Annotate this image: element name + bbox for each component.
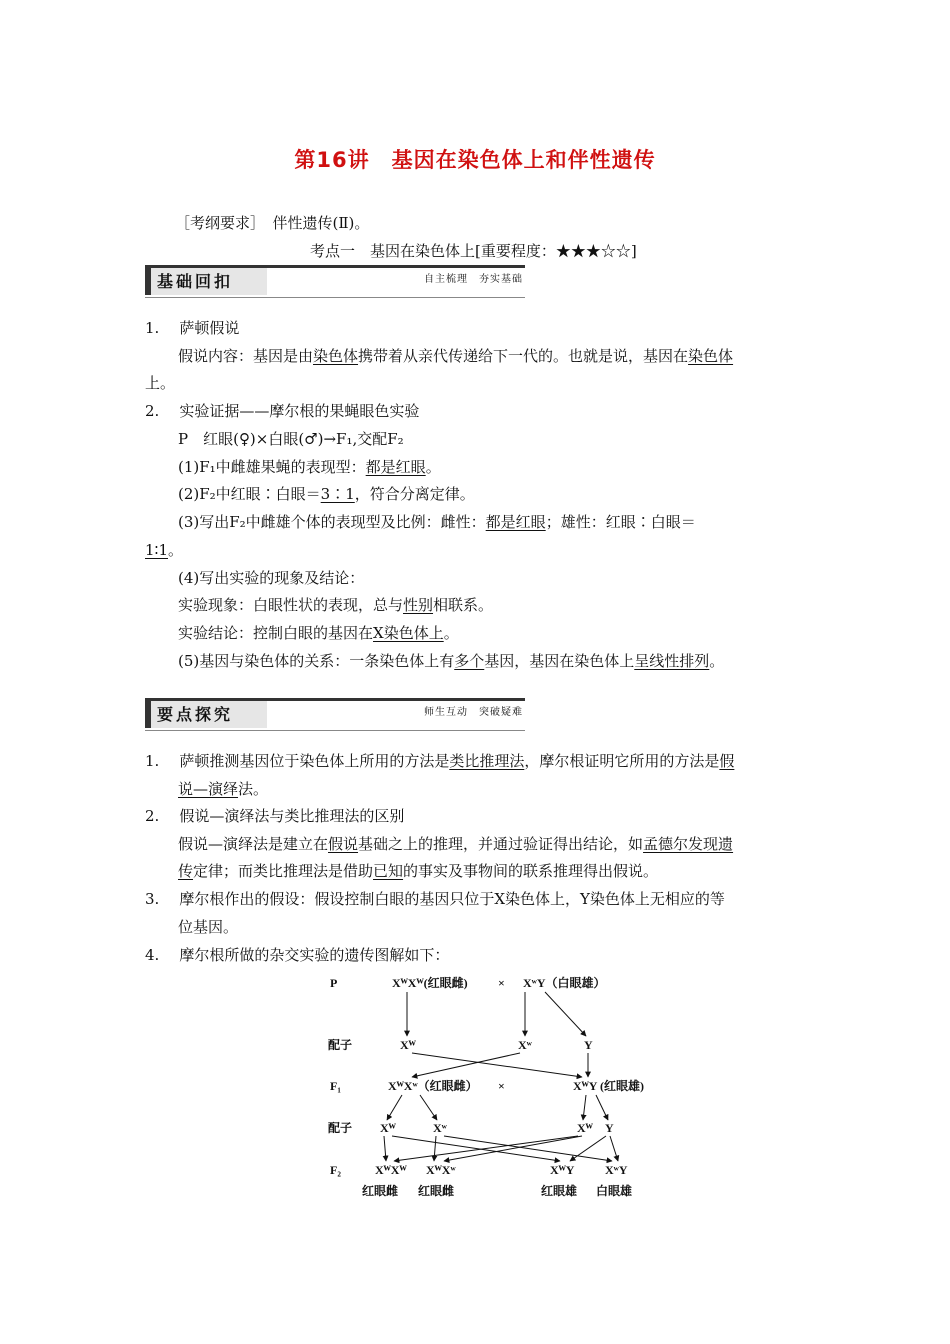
arrow-f1f-to-XW bbox=[387, 1095, 402, 1120]
hypothesis-content: 假说内容：基因是由染色体携带着从亲代传递给下一代的。也就是说，基因在染色体 bbox=[178, 347, 734, 365]
question-3-cont: 1∶1。 bbox=[145, 541, 184, 559]
question-1: (1)F₁中雌雄果蝇的表现型：都是红眼。 bbox=[178, 458, 441, 476]
gamete-Y-2: Y bbox=[605, 1121, 614, 1135]
point-1-cont: 说—演绎法。 bbox=[178, 780, 269, 798]
experiment-phenomenon: 实验现象：白眼性状的表现，总与性别相联系。 bbox=[178, 596, 494, 614]
arrow-XW-to-f1-male bbox=[412, 1053, 582, 1077]
row-label-f1: F₁ bbox=[330, 1079, 341, 1093]
cross-symbol-p: × bbox=[498, 976, 505, 990]
arrow-Xw-to-f2-2 bbox=[434, 1136, 436, 1161]
hypothesis-content-cont: 上。 bbox=[145, 374, 176, 392]
row-label-gamete-1: 配子 bbox=[328, 1038, 353, 1052]
point-1: 1. 萨顿推测基因位于染色体上所用的方法是类比推理法，摩尔根证明它所用的方法是假 bbox=[145, 752, 735, 770]
gamete-XW-2a: Xᵂ bbox=[380, 1121, 396, 1135]
arrow-f1m-to-Y bbox=[596, 1095, 608, 1120]
gamete-XW-1: Xᵂ bbox=[400, 1038, 416, 1052]
row-label-gamete-2: 配子 bbox=[328, 1121, 353, 1135]
arrow-XW2-to-f2-1 bbox=[394, 1136, 578, 1161]
arrow-f1f-to-Xw bbox=[420, 1095, 437, 1120]
item-1-heading: 1. 萨顿假说 bbox=[145, 319, 240, 337]
f2-genotype-4: XʷY bbox=[605, 1163, 628, 1177]
exam-requirement: ［考纲要求］ 伴性遗传(Ⅱ)。 bbox=[175, 214, 370, 232]
f1-male-genotype: XᵂY (红眼雄) bbox=[573, 1079, 645, 1093]
arrow-f1m-to-XW bbox=[583, 1095, 586, 1120]
point-2-body: 假说—演绎法是建立在假说基础之上的推理，并通过验证得出结论，如孟德尔发现遗 bbox=[178, 835, 734, 853]
f2-phenotype-4: 白眼雄 bbox=[596, 1184, 633, 1198]
arrow-p-male-to-Y bbox=[545, 992, 586, 1036]
section-subtitle-basics: 自主梳理 夯实基础 bbox=[424, 274, 523, 285]
row-label-p: P bbox=[330, 976, 338, 990]
question-2: (2)F₂中红眼∶白眼＝3∶1，符合分离定律。 bbox=[178, 485, 475, 503]
p-male-genotype: XʷY（白眼雄） bbox=[523, 976, 606, 990]
point-3: 3. 摩尔根作出的假设：假设控制白眼的基因只位于X染色体上，Y染色体上无相应的等 bbox=[145, 890, 725, 908]
gamete-Y-1: Y bbox=[584, 1038, 593, 1052]
page-title: 第16讲 基因在染色体上和伴性遗传 bbox=[294, 148, 656, 172]
arrow-Xw-to-f1-female bbox=[412, 1053, 520, 1077]
genetic-cross-diagram bbox=[320, 970, 660, 1206]
f2-genotype-1: XᵂXᵂ bbox=[375, 1163, 407, 1177]
question-4: (4)写出实验的现象及结论： bbox=[178, 569, 365, 587]
f2-phenotype-2: 红眼雌 bbox=[418, 1184, 455, 1198]
gamete-Xw-1: Xʷ bbox=[518, 1038, 532, 1052]
section-title-basics: 基础回扣 bbox=[145, 268, 267, 295]
f1-female-genotype: XᵂXʷ（红眼雌） bbox=[388, 1079, 478, 1093]
arrow-Y-to-f2-4 bbox=[610, 1136, 618, 1161]
p-female-genotype: XᵂXᵂ(红眼雌) bbox=[392, 976, 468, 990]
point-2-heading: 2. 假说—演绎法与类比推理法的区别 bbox=[145, 807, 405, 825]
f2-phenotype-1: 红眼雌 bbox=[362, 1184, 399, 1198]
question-5: (5)基因与染色体的关系：一条染色体上有多个基因，基因在染色体上呈线性排列。 bbox=[178, 652, 725, 670]
arrow-Xw-to-f2-4 bbox=[444, 1136, 612, 1161]
f2-genotype-2: XᵂXʷ bbox=[426, 1163, 456, 1177]
arrow-XW-to-f2-1 bbox=[384, 1136, 386, 1161]
point-3-cont: 位基因。 bbox=[178, 918, 239, 936]
arrow-XW2-to-f2-2 bbox=[444, 1136, 582, 1161]
point-4: 4. 摩尔根所做的杂交实验的遗传图解如下： bbox=[145, 946, 450, 964]
gamete-Xw-2: Xʷ bbox=[433, 1121, 447, 1135]
f2-phenotype-3: 红眼雄 bbox=[541, 1184, 578, 1198]
gamete-XW-2b: Xᵂ bbox=[577, 1121, 593, 1135]
item-2-heading: 2. 实验证据——摩尔根的果蝇眼色实验 bbox=[145, 402, 420, 420]
section-bar-key-points bbox=[145, 698, 525, 731]
cross-symbol-f1: × bbox=[498, 1079, 505, 1093]
section-subtitle-key-points: 师生互动 突破疑难 bbox=[424, 707, 523, 718]
topic-heading: 考点一 基因在染色体上[重要程度：★★★☆☆] bbox=[310, 242, 637, 260]
row-label-f2: F₂ bbox=[330, 1163, 341, 1177]
section-title-key-points: 要点探究 bbox=[145, 701, 267, 728]
experiment-conclusion: 实验结论：控制白眼的基因在X染色体上。 bbox=[178, 624, 459, 642]
f2-genotype-3: XᵂY bbox=[550, 1163, 575, 1177]
point-2-body-cont: 传定律；而类比推理法是借助已知的事实及事物间的联系推理得出假说。 bbox=[178, 862, 659, 880]
section-bar-basics bbox=[145, 265, 525, 298]
question-3: (3)写出F₂中雌雄个体的表现型及比例：雌性：都是红眼；雄性：红眼∶白眼＝ bbox=[178, 513, 696, 531]
arrow-XW-to-f2-3 bbox=[392, 1136, 560, 1161]
cross-scheme: P 红眼(♀)×白眼(♂)→F₁,交配F₂ bbox=[178, 430, 404, 448]
